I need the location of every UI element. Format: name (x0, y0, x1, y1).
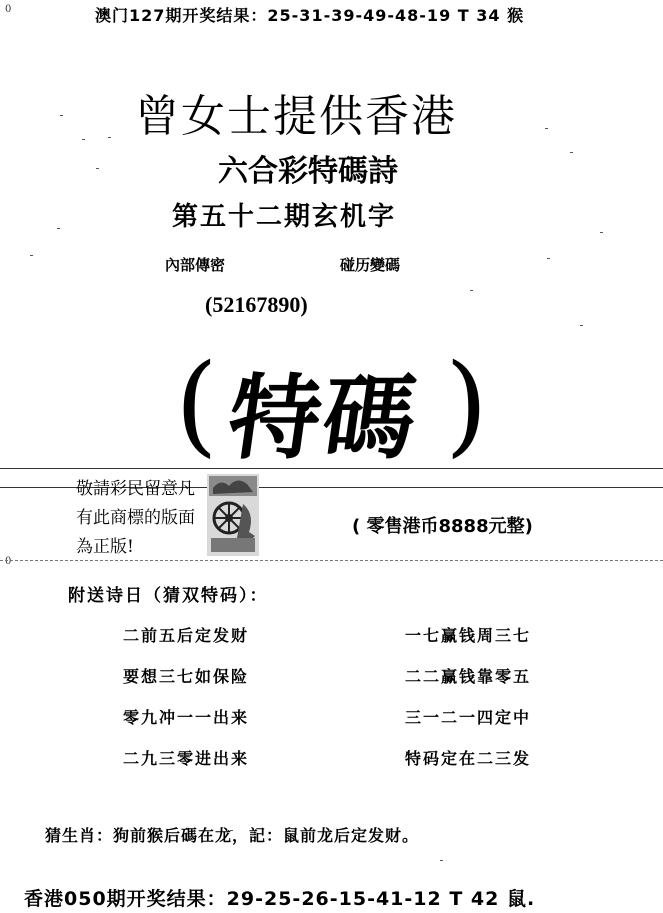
poem-right-line: 二二赢钱靠零五 (405, 667, 532, 686)
margin-mark-top: 0 (5, 4, 12, 15)
headline-open-paren: ( (175, 340, 218, 468)
title-line-2: 六合彩特碼詩 (218, 154, 398, 189)
authenticity-notice: 敬請彩民留意凡有此商標的版面為正版! (76, 479, 195, 557)
retail-price: ( 零售港币8888元整) (352, 516, 533, 537)
bottom-result-banner: 香港050期开奖结果：29-25-26-15-41-12 T 42 鼠. (24, 888, 536, 910)
headline-text: 特碼 (221, 365, 425, 472)
zodiac-guess-line: 猜生肖：狗前猴后碼在龙，記：鼠前龙后定发财。 (45, 826, 420, 845)
poem-left-line: 要想三七如保险 (123, 667, 250, 686)
poem-left-line: 零九冲一一出来 (123, 708, 250, 727)
subtitle-left: 內部傳密 (165, 256, 226, 274)
margin-mark-mid: 0 (5, 556, 12, 567)
issue-code: (52167890) (205, 292, 308, 317)
poem-right-line: 三一二一四定中 (405, 708, 532, 727)
poem-header: 附送诗日（猜双特码）： (68, 586, 269, 606)
top-result-banner: 澳门127期开奖结果：25-31-39-49-48-19 T 34 猴 (95, 6, 525, 25)
poem-right-line: 一七赢钱周三七 (405, 626, 532, 645)
title-line-3: 第五十二期玄机字 (172, 202, 397, 232)
poem-left-line: 二九三零进出来 (123, 749, 250, 768)
subtitle-right: 碰历變碼 (340, 256, 401, 274)
wheel-emblem-icon (207, 474, 259, 556)
poem-right-line: 特码定在二三发 (405, 749, 532, 768)
headline-close-paren: ) (445, 340, 488, 468)
title-line-1: 曾女士提供香港 (135, 91, 457, 142)
poem-left-line: 二前五后定发财 (123, 626, 250, 645)
rule-upper (0, 468, 663, 469)
